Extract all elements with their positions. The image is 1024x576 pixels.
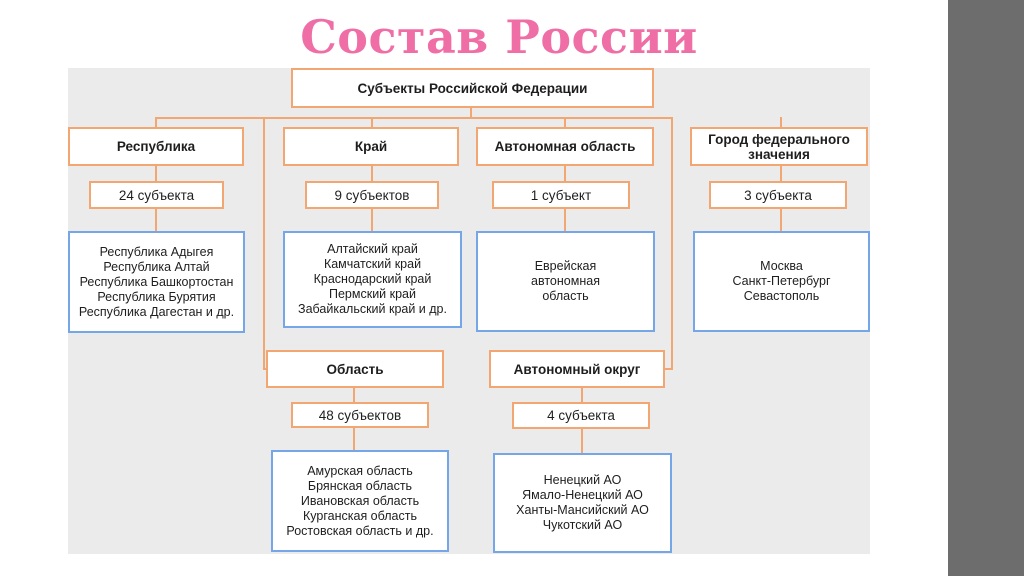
example-item: Ненецкий АО (543, 473, 622, 487)
count-autonomous-okrug: 4 субъекта (512, 402, 650, 429)
connector-col2-mid (371, 166, 373, 181)
connector-oblast-bot (353, 428, 355, 450)
right-sidebar (948, 0, 1024, 576)
count-federal-city: 3 субъекта (709, 181, 847, 209)
examples-krai (283, 231, 462, 328)
example-item: Республика Бурятия (97, 289, 216, 304)
connector-col2-top (371, 117, 373, 127)
connector-main-horizontal (155, 117, 671, 119)
connector-root-down (470, 108, 472, 118)
category-header-oblast: Область (266, 350, 444, 388)
example-item: Алтайский край (327, 242, 418, 256)
category-header-autonomous-oblast: Автономная область (476, 127, 654, 166)
example-item: Забайкальский край и др. (298, 302, 447, 316)
connector-right-trunk (671, 117, 673, 370)
example-item: Санкт-Петербург (732, 274, 831, 288)
example-item: Республика Башкортостан (79, 274, 234, 289)
count-republic: 24 субъекта (89, 181, 224, 209)
examples-republic (68, 231, 245, 333)
example-item: Курганская область (303, 508, 417, 523)
connector-okrug-mid (581, 388, 583, 402)
connector-okrug-bot (581, 429, 583, 453)
example-item: Пермский край (329, 287, 416, 301)
connector-oblast-mid (353, 388, 355, 402)
connector-col1-top (155, 117, 157, 127)
connector-col1-bot (155, 209, 157, 231)
examples-federal-city (693, 231, 870, 332)
example-item: Республика Алтай (103, 259, 210, 274)
count-oblast: 48 субъектов (291, 402, 429, 428)
connector-col4-top (780, 117, 782, 127)
examples-autonomous-okrug (493, 453, 672, 553)
example-item: область (542, 289, 589, 303)
example-item: Краснодарский край (313, 272, 432, 286)
example-item: Брянская область (307, 478, 413, 493)
connector-col3-bot (564, 209, 566, 231)
example-item: Чукотский АО (542, 518, 623, 532)
example-item: Ивановская область (300, 493, 420, 508)
example-item: Ямало-Ненецкий АО (522, 488, 643, 502)
connector-col3-mid (564, 166, 566, 181)
count-autonomous-oblast: 1 субъект (492, 181, 630, 209)
connector-col2-bot (371, 209, 373, 231)
example-item: Камчатский край (323, 257, 422, 271)
category-header-federal-city: Город федерального значения (690, 127, 868, 166)
count-krai: 9 субъектов (305, 181, 439, 209)
example-item: Еврейская (534, 259, 597, 273)
category-header-autonomous-okrug: Автономный округ (489, 350, 665, 388)
hierarchy-diagram (68, 68, 870, 554)
example-item: Ханты-Мансийский АО (516, 503, 649, 517)
examples-oblast (271, 450, 449, 552)
example-item: Ростовская область и др. (286, 523, 434, 538)
slide-title: Состав России (300, 10, 698, 64)
example-item: Амурская область (307, 463, 413, 478)
connector-col3-top (564, 117, 566, 127)
examples-autonomous-oblast (476, 231, 655, 332)
example-item: Республика Адыгея (99, 244, 214, 259)
category-header-krai: Край (283, 127, 459, 166)
category-header-republic: Республика (68, 127, 244, 166)
connector-col4-bot (780, 209, 782, 231)
example-item: Севастополь (743, 289, 820, 303)
example-item: Москва (760, 259, 803, 273)
connector-col4-mid (780, 166, 782, 181)
example-item: Республика Дагестан и др. (78, 304, 235, 319)
connector-col1-mid (155, 166, 157, 181)
example-item: автономная (531, 274, 600, 288)
connector-left-trunk (263, 117, 265, 370)
root-node: Субъекты Российской Федерации (291, 68, 654, 108)
